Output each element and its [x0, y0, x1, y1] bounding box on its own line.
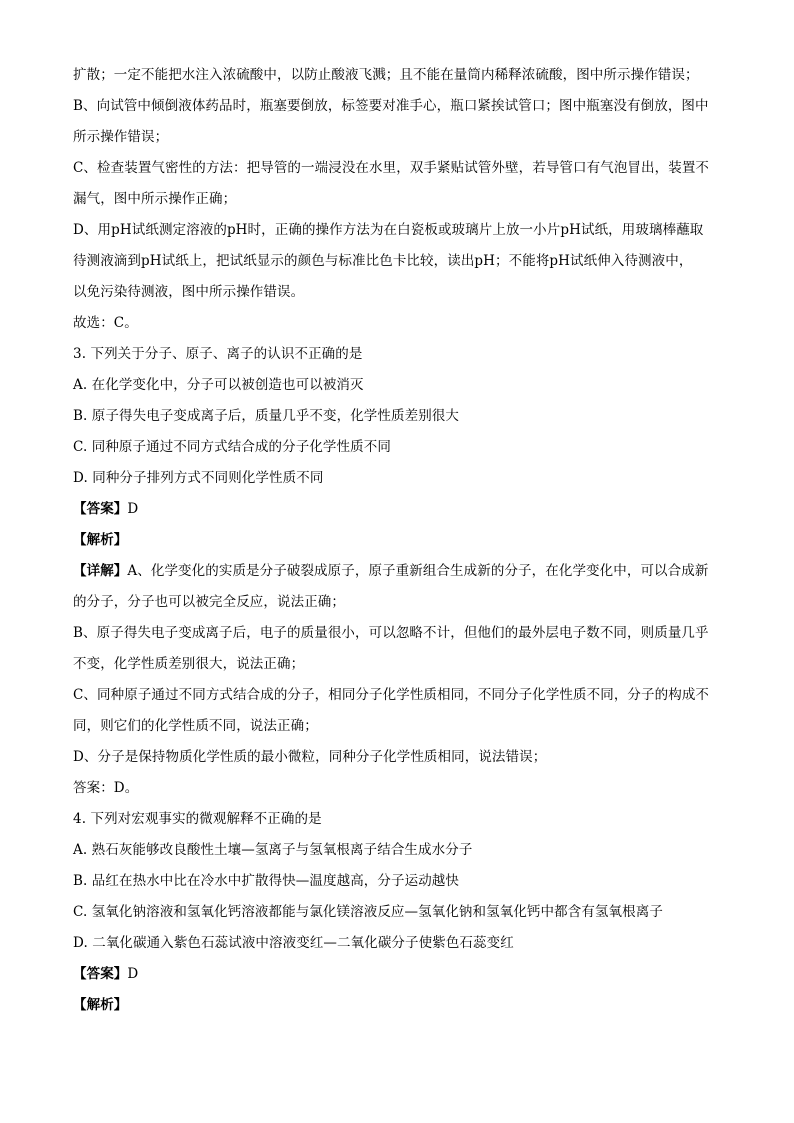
- text-line: 所示操作错误；: [73, 129, 169, 145]
- option-a: A. 在化学变化中，分子可以被创造也可以被消灭: [73, 377, 364, 393]
- answer-label: [73, 494, 733, 525]
- text-line: C、检查装置气密性的方法：把导管的一端浸没在水里，双手紧贴试管外壁，若导管口有气泡冒出，装置不: [73, 160, 710, 176]
- option-c: C. 同种原子通过不同方式结合成的分子化学性质不同: [73, 439, 391, 455]
- section-tag: 【答案】: [73, 501, 128, 517]
- question-stem: 4. 下列对宏观事实的微观解释不正确的是: [73, 811, 322, 827]
- text-line: 漏气，图中所示操作正确；: [73, 191, 237, 207]
- option-d: D. 二氧化碳通入紫色石蕊试液中溶液变红—二氧化碳分子使紫色石蕊变红: [73, 935, 514, 951]
- section-tag: 【详解】: [73, 563, 128, 579]
- text-line: 以免污染待测液，图中所示操作错误。: [73, 284, 305, 300]
- text-line: D、用pH试纸测定溶液的pH时，正确的操作方法为在白瓷板或玻璃片上放一小片pH试纸，用玻璃棒蘸取: [73, 222, 704, 238]
- section-text: A、化学变化的实质是分子破裂成原子，原子重新组合生成新的分子，在化学变化中，可以合成新: [127, 563, 709, 579]
- section-tag: 【答案】: [73, 966, 128, 982]
- option-d: D. 同种分子排列方式不同则化学性质不同: [73, 470, 324, 486]
- text-line: C、同种原子通过不同方式结合成的分子，相同分子化学性质相同，不同分子化学性质不同，分子的构成不: [73, 687, 710, 703]
- option-b: B. 品红在热水中比在冷水中扩散得快—温度越高，分子运动越快: [73, 873, 460, 889]
- option-c: C. 氢氧化钠溶液和氢氧化钙溶液都能与氯化镁溶液反应—氢氧化钠和氢氧化钙中都含有氢氧根离子: [73, 904, 663, 920]
- text-line: 不变，化学性质差别很大，说法正确；: [73, 656, 305, 672]
- text-line: 的分子，分子也可以被完全反应，说法正确；: [73, 594, 345, 610]
- text-line: B、向试管中倾倒液体药品时，瓶塞要倒放，标签要对准手心，瓶口紧挨试管口；图中瓶塞没有倒放，图中: [73, 98, 709, 114]
- analysis-label: [73, 990, 733, 1021]
- text-line: 同，则它们的化学性质不同，说法正确；: [73, 718, 318, 734]
- section-tag: 【解析】: [73, 532, 128, 548]
- section-text: D: [127, 966, 139, 982]
- section-text: D: [127, 501, 139, 517]
- analysis-label: [73, 525, 733, 556]
- option-b: B. 原子得失电子变成离子后，质量几乎不变，化学性质差别很大: [73, 408, 460, 424]
- conclusion-line: 答案：D。: [73, 780, 139, 796]
- document-page: [73, 60, 733, 1021]
- text-line: B、原子得失电子变成离子后，电子的质量很小，可以忽略不计，但他们的最外层电子数不同，则质量几乎: [73, 625, 709, 641]
- text-line: 待测液滴到pH试纸上，把试纸显示的颜色与标准比色卡比较，读出pH；不能将pH试纸伸入待测液中，: [73, 253, 693, 269]
- answer-label: [73, 959, 733, 990]
- text-line: D、分子是保持物质化学性质的最小微粒，同种分子化学性质相同，说法错误；: [73, 749, 547, 765]
- question-stem: 3. 下列关于分子、原子、离子的认识不正确的是: [73, 346, 363, 362]
- conclusion-line: 故选：C。: [73, 315, 138, 331]
- detail-line: [73, 556, 733, 587]
- option-a: A. 熟石灰能够改良酸性土壤—氢离子与氢氧根离子结合生成水分子: [73, 842, 473, 858]
- text-line: 扩散；一定不能把水注入浓硫酸中，以防止酸液飞溅；且不能在量筒内稀释浓硫酸，图中所示操作错误；: [73, 67, 699, 83]
- section-tag: 【解析】: [73, 997, 128, 1013]
